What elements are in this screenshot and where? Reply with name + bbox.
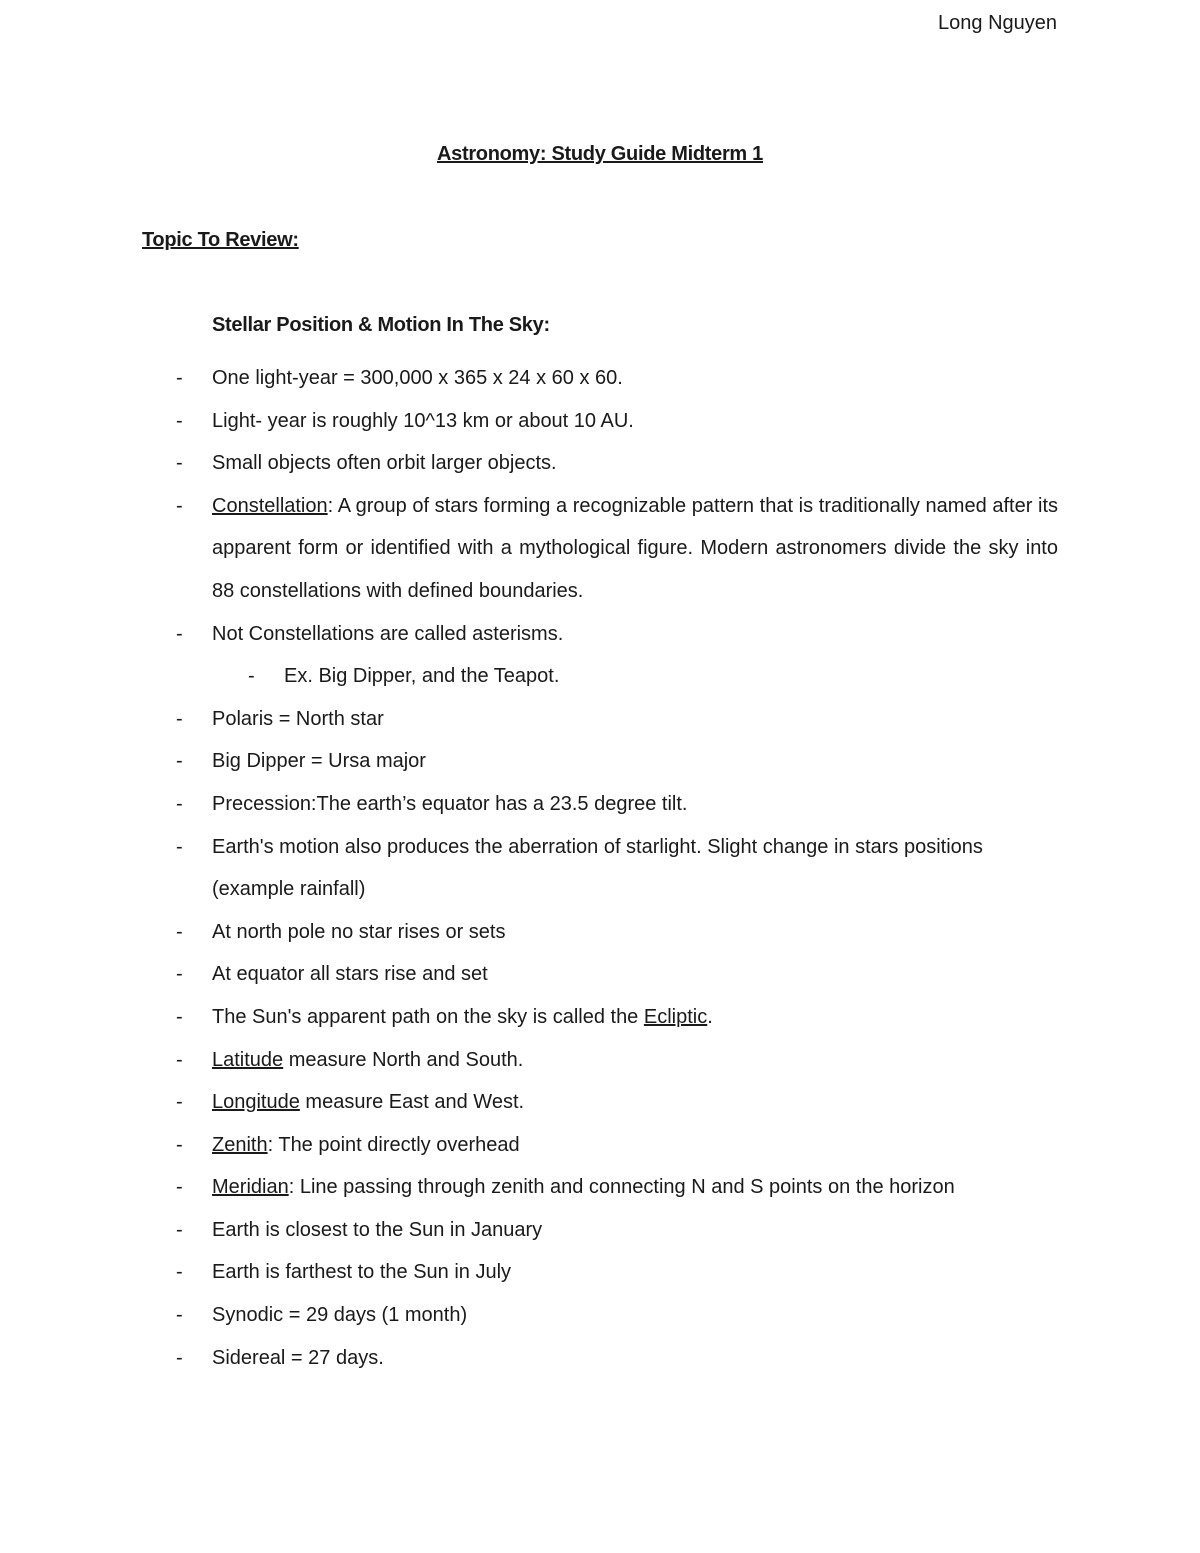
bullet-text bbox=[212, 1081, 1058, 1124]
list-item bbox=[0, 1209, 1200, 1252]
bullet-text: Not Constellations are called asterisms. bbox=[212, 622, 564, 645]
bullet-text: Light- year is roughly 10^13 km or about 10 AU. bbox=[212, 409, 634, 432]
term-constellation: Constellation bbox=[212, 494, 328, 517]
bullet-dash: - bbox=[176, 622, 183, 645]
bullet-dash: - bbox=[176, 494, 183, 517]
term-ecliptic: Ecliptic bbox=[643, 1005, 708, 1028]
definition-text: measure North and South. bbox=[283, 1048, 524, 1071]
bullet-text bbox=[212, 485, 1058, 613]
bullet-text: Earth is closest to the Sun in January bbox=[212, 1218, 543, 1241]
bullet-text: Small objects often orbit larger objects. bbox=[212, 452, 557, 475]
bullet-text: Sidereal = 27 days. bbox=[212, 1346, 384, 1369]
bullet-dash: - bbox=[176, 920, 183, 943]
term-longitude: Longitude bbox=[212, 1091, 300, 1114]
topic-heading: Topic To Review: bbox=[142, 229, 299, 251]
bullet-dash: - bbox=[176, 963, 183, 986]
bullet-dash: - bbox=[176, 1261, 183, 1284]
bullet-dash: - bbox=[176, 1304, 183, 1327]
list-item bbox=[0, 1081, 1200, 1124]
bullet-text: Precession:The earth’s equator has a 23.5 degree tilt. bbox=[212, 792, 688, 815]
bullet-text: Earth's motion also produces the aberration of starlight. Slight change in stars positions (example rainfall) bbox=[212, 835, 983, 901]
bullet-dash: - bbox=[176, 367, 183, 389]
bullet-dash: - bbox=[176, 409, 183, 432]
bullet-dash: - bbox=[176, 452, 183, 475]
bullet-dash: - bbox=[176, 1005, 183, 1028]
bullet-text bbox=[212, 1166, 1058, 1209]
list-item bbox=[0, 953, 1200, 996]
ecliptic-lead-text: The Sun's apparent path on the sky is called the bbox=[212, 1005, 644, 1028]
sub-list-item bbox=[0, 655, 1200, 698]
bullet-list bbox=[0, 357, 1200, 1379]
bullet-dash: - bbox=[176, 835, 183, 858]
bullet-dash: - bbox=[248, 665, 255, 688]
bullet-dash: - bbox=[176, 792, 183, 815]
list-item bbox=[0, 1294, 1200, 1337]
author-name: Long Nguyen bbox=[938, 12, 1057, 34]
list-item bbox=[0, 740, 1200, 783]
bullet-text: At equator all stars rise and set bbox=[212, 963, 488, 986]
bullet-dash: - bbox=[176, 707, 183, 730]
ecliptic-trailing-text: . bbox=[707, 1005, 713, 1028]
bullet-text bbox=[212, 1124, 1058, 1167]
list-item bbox=[0, 826, 1200, 911]
list-item bbox=[0, 442, 1200, 485]
list-item bbox=[0, 1337, 1200, 1380]
document-title: Astronomy: Study Guide Midterm 1 bbox=[437, 143, 763, 165]
bullet-dash: - bbox=[176, 1218, 183, 1241]
list-item bbox=[0, 1124, 1200, 1167]
list-item bbox=[0, 613, 1200, 656]
list-item bbox=[0, 1251, 1200, 1294]
list-item bbox=[0, 911, 1200, 954]
bullet-text: One light-year = 300,000 x 365 x 24 x 60 x 60. bbox=[212, 367, 623, 389]
section-heading: Stellar Position & Motion In The Sky: bbox=[212, 314, 550, 336]
bullet-text: Polaris = North star bbox=[212, 707, 384, 730]
list-item bbox=[0, 783, 1200, 826]
list-item bbox=[0, 996, 1200, 1039]
bullet-text: Synodic = 29 days (1 month) bbox=[212, 1304, 468, 1327]
term-zenith: Zenith bbox=[212, 1133, 268, 1156]
bullet-dash: - bbox=[176, 1091, 183, 1114]
definition-text: : A group of stars forming a recognizable pattern that is traditionally named after its apparent form or identified with a mythological figure. Modern astronomers divide the sky into 88 constellations with defined boundaries. bbox=[212, 494, 1058, 602]
list-item bbox=[0, 400, 1200, 443]
list-item bbox=[0, 1039, 1200, 1082]
bullet-dash: - bbox=[176, 1346, 183, 1369]
list-item bbox=[0, 1166, 1200, 1209]
definition-text: : Line passing through zenith and connecting N and S points on the horizon bbox=[288, 1176, 955, 1199]
list-item bbox=[0, 698, 1200, 741]
bullet-dash: - bbox=[176, 1176, 183, 1199]
term-latitude: Latitude bbox=[212, 1048, 284, 1071]
bullet-dash: - bbox=[176, 1048, 183, 1071]
term-meridian: Meridian bbox=[212, 1176, 289, 1199]
list-item bbox=[0, 485, 1200, 613]
bullet-text: Ex. Big Dipper, and the Teapot. bbox=[284, 665, 560, 688]
bullet-dash: - bbox=[176, 1133, 183, 1156]
bullet-text: Big Dipper = Ursa major bbox=[212, 750, 426, 773]
bullet-text bbox=[212, 1039, 1058, 1082]
definition-text: : The point directly overhead bbox=[267, 1133, 520, 1156]
bullet-dash: - bbox=[176, 750, 183, 773]
list-item bbox=[0, 357, 1200, 400]
bullet-text bbox=[212, 996, 1058, 1039]
bullet-text: At north pole no star rises or sets bbox=[212, 920, 506, 943]
bullet-text: Earth is farthest to the Sun in July bbox=[212, 1261, 512, 1284]
definition-text: measure East and West. bbox=[299, 1091, 525, 1114]
